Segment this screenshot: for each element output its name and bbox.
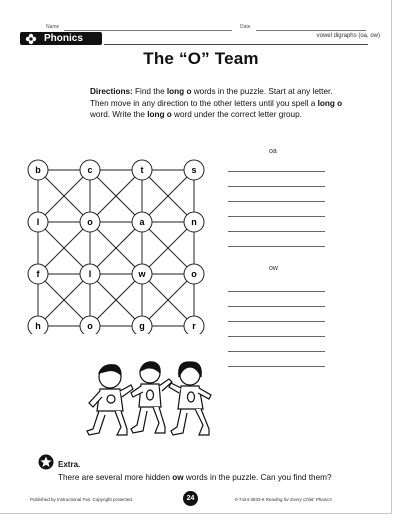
publisher-note: Published by Instructional Fair. Copyright protected. bbox=[30, 497, 134, 502]
puzzle-letter: l bbox=[36, 217, 40, 228]
answer-line-oa[interactable] bbox=[228, 201, 325, 202]
directions-bold: long o bbox=[166, 87, 192, 96]
answer-line-oa[interactable] bbox=[228, 171, 325, 172]
date-label: Date bbox=[240, 24, 251, 30]
answer-line-ow[interactable] bbox=[228, 351, 325, 352]
subtitle: vowel digraphs (oa, ow) bbox=[316, 33, 380, 39]
book-title: Reading for Every Child: Phonics bbox=[265, 497, 332, 502]
puzzle-letter: o bbox=[87, 321, 93, 332]
puzzle-letter: o bbox=[191, 269, 197, 280]
date-line bbox=[256, 30, 366, 31]
header-rule bbox=[104, 44, 368, 45]
directions bbox=[90, 86, 346, 121]
answer-line-oa[interactable] bbox=[228, 216, 325, 217]
puzzle-letter: o bbox=[87, 217, 93, 228]
answer-line-ow[interactable] bbox=[228, 336, 325, 337]
extra-text-part: words in the puzzle. Can you find them? bbox=[183, 473, 332, 482]
answer-line-oa[interactable] bbox=[228, 246, 325, 247]
answer-line-ow[interactable] bbox=[228, 291, 325, 292]
group-label-oa: oa bbox=[269, 148, 277, 155]
directions-bold: long o bbox=[317, 98, 343, 108]
name-label: Name bbox=[46, 24, 60, 30]
directions-lead: Directions: bbox=[90, 87, 133, 96]
puzzle-letter: w bbox=[138, 269, 146, 280]
book-info bbox=[235, 497, 332, 502]
puzzle-letter: t bbox=[140, 165, 144, 176]
extra-text-part: There are several more hidden bbox=[58, 473, 173, 482]
extra-title: Extra. bbox=[58, 460, 81, 469]
puzzle-letter: h bbox=[35, 321, 41, 332]
directions-bold: long o bbox=[147, 110, 172, 119]
letter-puzzle bbox=[20, 152, 215, 334]
puzzle-letter: f bbox=[36, 269, 40, 280]
group-label-ow: ow bbox=[269, 265, 278, 272]
name-line bbox=[64, 30, 232, 31]
puzzle-letter: s bbox=[191, 165, 197, 176]
puzzle-letter: a bbox=[139, 217, 145, 228]
puzzle-letter: n bbox=[191, 217, 197, 228]
puzzle-letter: c bbox=[87, 165, 93, 176]
answer-line-oa[interactable] bbox=[228, 186, 325, 187]
answer-line-oa[interactable] bbox=[228, 231, 325, 232]
page-title: The “O” Team bbox=[143, 49, 259, 68]
flower-icon bbox=[25, 33, 37, 45]
answer-line-ow[interactable] bbox=[228, 306, 325, 307]
extra-bold: ow bbox=[172, 473, 184, 482]
section-label: Phonics bbox=[44, 33, 83, 44]
directions-text: Find the bbox=[132, 87, 167, 96]
puzzle-letter: g bbox=[139, 321, 145, 332]
answer-line-ow[interactable] bbox=[228, 321, 325, 322]
answer-line-ow[interactable] bbox=[228, 366, 325, 367]
directions-text: word. Write the bbox=[90, 110, 148, 119]
puzzle-letter: l bbox=[88, 269, 92, 280]
page-number: 24 bbox=[183, 491, 198, 506]
directions-text: word under the correct letter group. bbox=[171, 110, 302, 119]
extra-text bbox=[58, 472, 358, 483]
kids-illustration bbox=[85, 355, 220, 440]
puzzle-letter: b bbox=[35, 165, 41, 176]
book-code: 0-7424-3833-8 bbox=[235, 497, 266, 502]
directions-text: words in the puzzle. Start at any letter. Then move in any direction to the other letters until you spell a bbox=[90, 87, 333, 108]
star-icon bbox=[38, 454, 54, 470]
puzzle-letter: r bbox=[192, 321, 196, 332]
